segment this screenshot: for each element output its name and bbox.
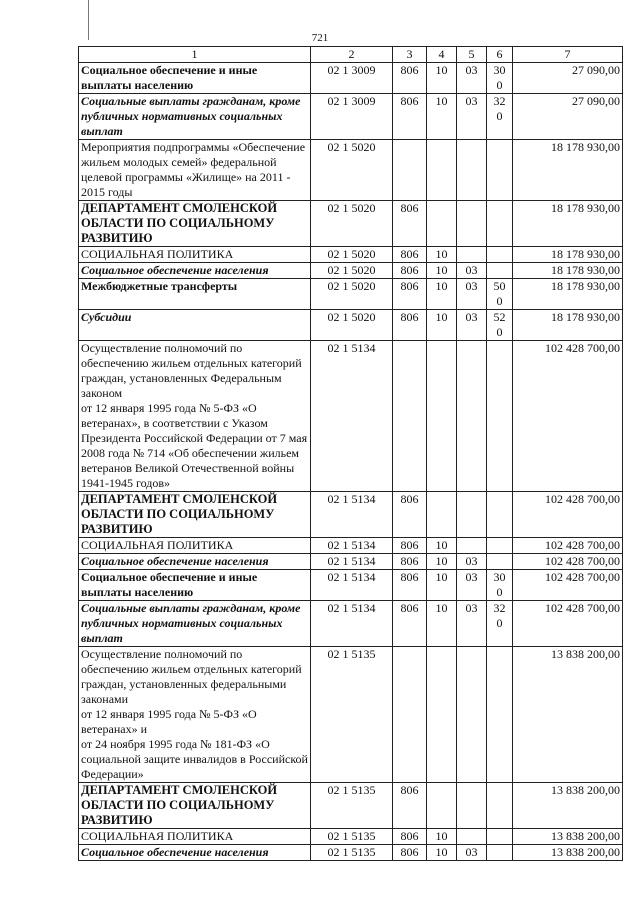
- department-code-cell: 806: [393, 783, 427, 829]
- target-code-cell: 02 1 5134: [311, 601, 393, 647]
- department-code-cell: 806: [393, 279, 427, 310]
- amount-cell: 13 838 200,00: [513, 647, 623, 783]
- item-name-cell: Субсидии: [79, 310, 311, 341]
- table-row: [79, 94, 623, 140]
- section-code-cell: 10: [427, 845, 457, 861]
- target-code-cell: 02 1 5134: [311, 341, 393, 492]
- amount-cell: 18 178 930,00: [513, 140, 623, 201]
- amount-cell: 102 428 700,00: [513, 341, 623, 492]
- section-code-cell: 10: [427, 570, 457, 601]
- item-name-cell: СОЦИАЛЬНАЯ ПОЛИТИКА: [79, 829, 311, 845]
- column-header: 7: [513, 47, 623, 63]
- subsection-code-cell: [457, 783, 487, 829]
- department-code-cell: 806: [393, 247, 427, 263]
- table-row: [79, 570, 623, 601]
- target-code-cell: 02 1 5134: [311, 538, 393, 554]
- section-code-cell: 10: [427, 601, 457, 647]
- expense-type-cell: [487, 263, 513, 279]
- column-header: 4: [427, 47, 457, 63]
- table-row: [79, 845, 623, 861]
- column-header: 2: [311, 47, 393, 63]
- amount-cell: 18 178 930,00: [513, 263, 623, 279]
- item-name-cell: Социальное обеспечение населения: [79, 554, 311, 570]
- department-code-cell: 806: [393, 310, 427, 341]
- amount-cell: 102 428 700,00: [513, 601, 623, 647]
- table-row: [79, 829, 623, 845]
- section-code-cell: [427, 201, 457, 247]
- subsection-code-cell: [457, 538, 487, 554]
- expense-type-cell: [487, 140, 513, 201]
- subsection-code-cell: 03: [457, 554, 487, 570]
- budget-table: [78, 46, 623, 861]
- subsection-code-cell: [457, 201, 487, 247]
- subsection-code-cell: [457, 247, 487, 263]
- amount-cell: 18 178 930,00: [513, 310, 623, 341]
- subsection-code-cell: [457, 492, 487, 538]
- amount-cell: 102 428 700,00: [513, 554, 623, 570]
- department-code-cell: 806: [393, 263, 427, 279]
- section-code-cell: 10: [427, 247, 457, 263]
- table-row: [79, 492, 623, 538]
- department-code-cell: 806: [393, 63, 427, 94]
- target-code-cell: 02 1 3009: [311, 63, 393, 94]
- table-row: [79, 247, 623, 263]
- section-code-cell: 10: [427, 63, 457, 94]
- column-header: 1: [79, 47, 311, 63]
- subsection-code-cell: [457, 140, 487, 201]
- item-name-cell: Осуществление полномочий по обеспечению жильем отдельных категорий граждан, установленных Федеральным законом от 12 января 1995 года № 5-ФЗ «О ветеранах», в соответствии с Указом Президента Российской Федерации от 7 мая 2008 года № 714 «Об обеспечении жильем ветеранов Великой Отечественной войны 1941-1945 годов»: [79, 341, 311, 492]
- item-name-cell: Мероприятия подпрограммы «Обеспечение жильем молодых семей» федеральной целевой программы «Жилище» на 2011 - 2015 годы: [79, 140, 311, 201]
- section-code-cell: [427, 341, 457, 492]
- column-header: 3: [393, 47, 427, 63]
- expense-type-cell: 50 0: [487, 279, 513, 310]
- table-row: [79, 601, 623, 647]
- section-code-cell: 10: [427, 554, 457, 570]
- section-code-cell: [427, 647, 457, 783]
- amount-cell: 102 428 700,00: [513, 570, 623, 601]
- section-code-cell: 10: [427, 538, 457, 554]
- department-code-cell: [393, 140, 427, 201]
- subsection-code-cell: 03: [457, 63, 487, 94]
- department-code-cell: 806: [393, 201, 427, 247]
- department-code-cell: 806: [393, 538, 427, 554]
- target-code-cell: 02 1 3009: [311, 94, 393, 140]
- section-code-cell: [427, 140, 457, 201]
- subsection-code-cell: [457, 829, 487, 845]
- section-code-cell: [427, 492, 457, 538]
- table-row: [79, 554, 623, 570]
- amount-cell: 18 178 930,00: [513, 201, 623, 247]
- amount-cell: 102 428 700,00: [513, 492, 623, 538]
- target-code-cell: 02 1 5135: [311, 845, 393, 861]
- item-name-cell: Социальные выплаты гражданам, кроме публичных нормативных социальных выплат: [79, 601, 311, 647]
- table-row: [79, 263, 623, 279]
- item-name-cell: Межбюджетные трансферты: [79, 279, 311, 310]
- item-name-cell: Социальное обеспечение населения: [79, 263, 311, 279]
- table-row: [79, 310, 623, 341]
- department-code-cell: 806: [393, 492, 427, 538]
- expense-type-cell: [487, 538, 513, 554]
- expense-type-cell: [487, 829, 513, 845]
- expense-type-cell: [487, 783, 513, 829]
- amount-cell: 13 838 200,00: [513, 829, 623, 845]
- item-name-cell: Осуществление полномочий по обеспечению жильем отдельных категорий граждан, установленных федеральными законами от 12 января 1995 года № 5-ФЗ «О ветеранах» и от 24 ноября 1995 года № 181-ФЗ «О социальной защите инвалидов в Российской Федерации»: [79, 647, 311, 783]
- expense-type-cell: 52 0: [487, 310, 513, 341]
- item-name-cell: Социальные выплаты гражданам, кроме публичных нормативных социальных выплат: [79, 94, 311, 140]
- expense-type-cell: [487, 647, 513, 783]
- item-name-cell: ДЕПАРТАМЕНТ СМОЛЕНСКОЙ ОБЛАСТИ ПО СОЦИАЛЬНОМУ РАЗВИТИЮ: [79, 201, 311, 247]
- header-row: [79, 47, 623, 63]
- page-number: 721: [311, 32, 329, 44]
- expense-type-cell: 30 0: [487, 63, 513, 94]
- subsection-code-cell: 03: [457, 570, 487, 601]
- item-name-cell: Социальное обеспечение населения: [79, 845, 311, 861]
- item-name-cell: Социальное обеспечение и иные выплаты населению: [79, 570, 311, 601]
- section-code-cell: 10: [427, 829, 457, 845]
- amount-cell: 102 428 700,00: [513, 538, 623, 554]
- expense-type-cell: [487, 341, 513, 492]
- subsection-code-cell: 03: [457, 601, 487, 647]
- department-code-cell: [393, 341, 427, 492]
- department-code-cell: [393, 647, 427, 783]
- expense-type-cell: [487, 201, 513, 247]
- table-row: [79, 538, 623, 554]
- table-row: [79, 279, 623, 310]
- column-header: 5: [457, 47, 487, 63]
- expense-type-cell: [487, 492, 513, 538]
- department-code-cell: 806: [393, 845, 427, 861]
- expense-type-cell: [487, 247, 513, 263]
- section-code-cell: 10: [427, 94, 457, 140]
- target-code-cell: 02 1 5020: [311, 247, 393, 263]
- target-code-cell: 02 1 5134: [311, 554, 393, 570]
- item-name-cell: ДЕПАРТАМЕНТ СМОЛЕНСКОЙ ОБЛАСТИ ПО СОЦИАЛЬНОМУ РАЗВИТИЮ: [79, 783, 311, 829]
- target-code-cell: 02 1 5135: [311, 829, 393, 845]
- expense-type-cell: [487, 554, 513, 570]
- item-name-cell: СОЦИАЛЬНАЯ ПОЛИТИКА: [79, 538, 311, 554]
- section-code-cell: 10: [427, 263, 457, 279]
- amount-cell: 13 838 200,00: [513, 845, 623, 861]
- amount-cell: 27 090,00: [513, 94, 623, 140]
- target-code-cell: 02 1 5135: [311, 783, 393, 829]
- department-code-cell: 806: [393, 601, 427, 647]
- subsection-code-cell: [457, 341, 487, 492]
- section-code-cell: 10: [427, 310, 457, 341]
- item-name-cell: СОЦИАЛЬНАЯ ПОЛИТИКА: [79, 247, 311, 263]
- subsection-code-cell: 03: [457, 845, 487, 861]
- item-name-cell: Социальное обеспечение и иные выплаты населению: [79, 63, 311, 94]
- target-code-cell: 02 1 5020: [311, 263, 393, 279]
- target-code-cell: 02 1 5020: [311, 201, 393, 247]
- subsection-code-cell: 03: [457, 310, 487, 341]
- department-code-cell: 806: [393, 570, 427, 601]
- section-code-cell: [427, 783, 457, 829]
- expense-type-cell: 32 0: [487, 94, 513, 140]
- target-code-cell: 02 1 5134: [311, 492, 393, 538]
- subsection-code-cell: [457, 647, 487, 783]
- amount-cell: 27 090,00: [513, 63, 623, 94]
- amount-cell: 13 838 200,00: [513, 783, 623, 829]
- table-row: [79, 647, 623, 783]
- department-code-cell: 806: [393, 829, 427, 845]
- table-row: [79, 63, 623, 94]
- item-name-cell: ДЕПАРТАМЕНТ СМОЛЕНСКОЙ ОБЛАСТИ ПО СОЦИАЛЬНОМУ РАЗВИТИЮ: [79, 492, 311, 538]
- subsection-code-cell: 03: [457, 263, 487, 279]
- table-row: [79, 201, 623, 247]
- department-code-cell: 806: [393, 94, 427, 140]
- subsection-code-cell: 03: [457, 279, 487, 310]
- target-code-cell: 02 1 5020: [311, 279, 393, 310]
- subsection-code-cell: 03: [457, 94, 487, 140]
- section-code-cell: 10: [427, 279, 457, 310]
- target-code-cell: 02 1 5020: [311, 140, 393, 201]
- table-row: [79, 341, 623, 492]
- expense-type-cell: 30 0: [487, 570, 513, 601]
- expense-type-cell: [487, 845, 513, 861]
- amount-cell: 18 178 930,00: [513, 247, 623, 263]
- expense-type-cell: 32 0: [487, 601, 513, 647]
- column-header: 6: [487, 47, 513, 63]
- target-code-cell: 02 1 5134: [311, 570, 393, 601]
- department-code-cell: 806: [393, 554, 427, 570]
- target-code-cell: 02 1 5135: [311, 647, 393, 783]
- target-code-cell: 02 1 5020: [311, 310, 393, 341]
- table-row: [79, 140, 623, 201]
- amount-cell: 18 178 930,00: [513, 279, 623, 310]
- table-row: [79, 783, 623, 829]
